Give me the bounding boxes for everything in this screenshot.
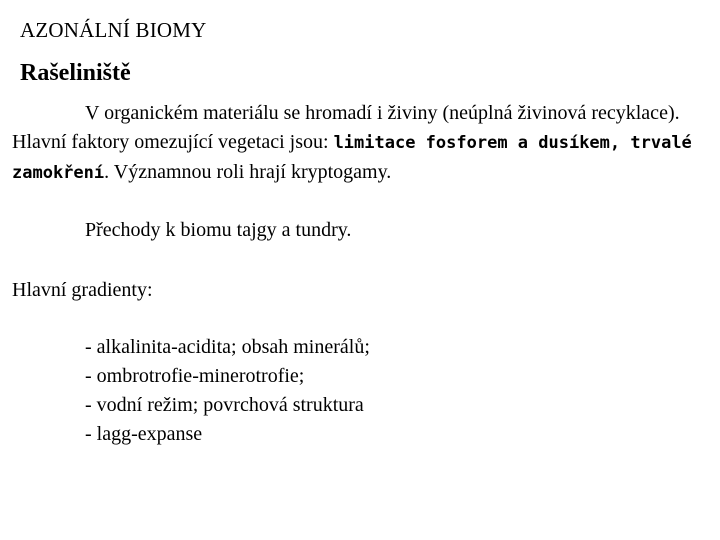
transitions-text: Přechody k biomu tajgy a tundry. — [85, 219, 352, 241]
gradient-item: - lagg-expanse — [85, 423, 203, 445]
gradients-title: Hlavní gradienty: — [12, 279, 153, 301]
gradients-list — [85, 333, 370, 449]
gradient-item: - alkalinita-acidita; obsah minerálů; — [85, 336, 370, 358]
paragraph-emphasis: limitace fosforem a dusíkem, trvalé zamokření — [12, 133, 692, 183]
slide-subheading: Rašeliniště — [20, 60, 131, 86]
gradient-item: - ombrotrofie-minerotrofie; — [85, 365, 305, 387]
slide-heading: AZONÁLNÍ BIOMY — [20, 18, 207, 42]
paragraph-text-start: V organickém materiálu se hromadí i živiny (neúplná živinová recyklace). Hlavní faktory omezující vegetaci jsou: — [12, 102, 680, 153]
gradient-item: - vodní režim; povrchová struktura — [85, 394, 364, 416]
description-paragraph — [12, 99, 696, 188]
paragraph-text-end: . Významnou roli hrají kryptogamy. — [104, 161, 392, 183]
